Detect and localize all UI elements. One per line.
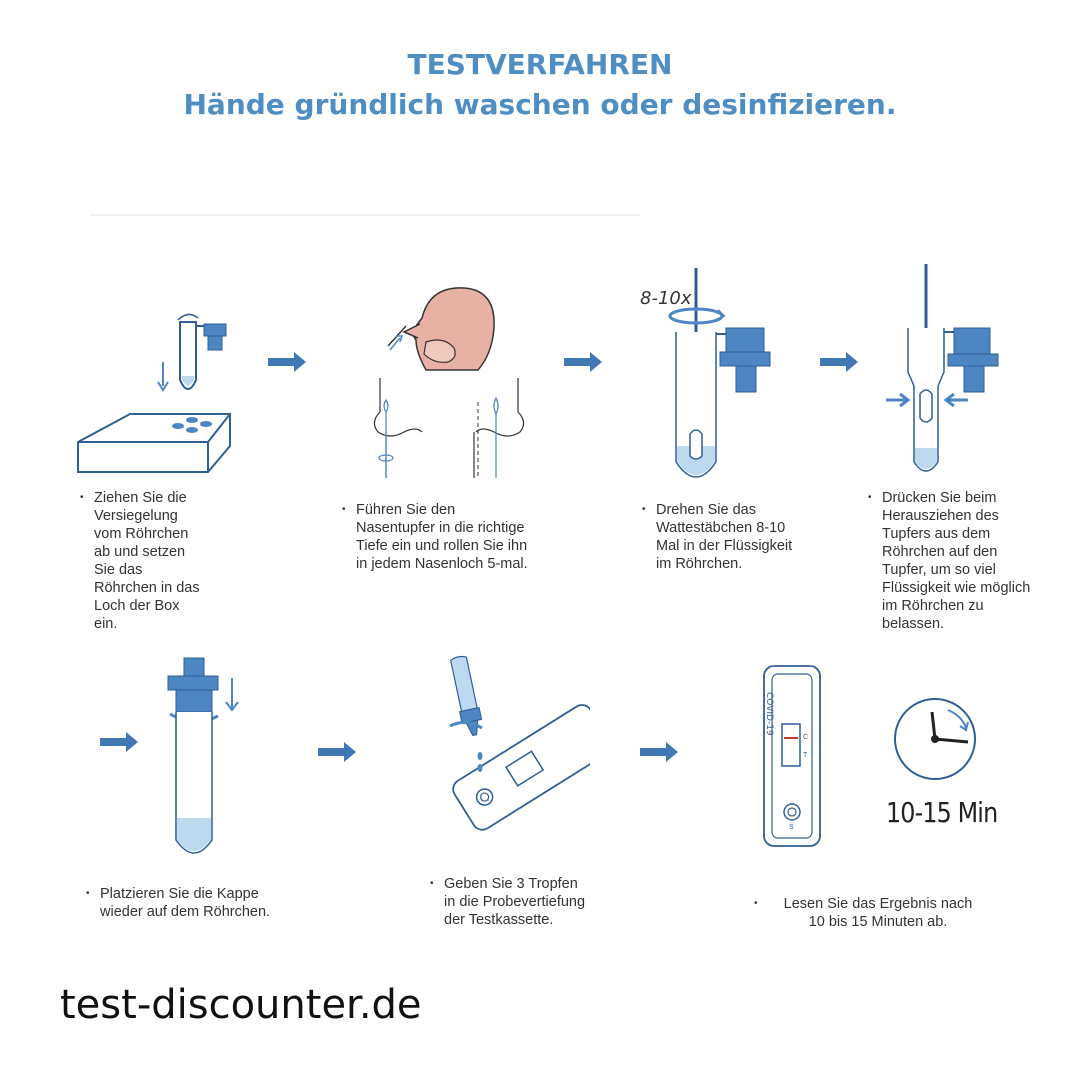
swirl-count-label: 8-10x (640, 288, 692, 309)
cassette-t-label: T (803, 752, 808, 759)
cassette-s-label: S (789, 824, 794, 831)
step-2-text: • Führen Sie den Nasentupfer in die richtige Tiefe ein und rollen Sie ihn in jedem Nasenloch 5-mal. (342, 502, 528, 572)
timer-label: 10-15 Min (886, 796, 998, 829)
clock-icon (892, 696, 978, 782)
step2-illustration (360, 282, 540, 492)
step-7-text: • Lesen Sie das Ergebnis nach 10 bis 15 Minuten ab. (754, 896, 973, 930)
cassette-c-label: C (803, 734, 809, 741)
step-3-text: • Drehen Sie das Wattestäbchen 8-10 Mal in der Flüssigkeit im Röhrchen. (642, 502, 793, 572)
arrow-right-icon (268, 350, 308, 374)
step-6-text: • Geben Sie 3 Tropfen in die Probevertiefung der Testkassette. (430, 876, 586, 928)
arrow-right-icon (100, 730, 140, 754)
step-5-text: • Platzieren Sie die Kappe wieder auf dem Röhrchen. (86, 886, 271, 920)
page-subtitle: Hände gründlich waschen oder desinfizieren. (183, 88, 897, 121)
step6-illustration (440, 654, 590, 834)
brand-footer: test-discounter.de (60, 982, 422, 1028)
arrow-right-icon (318, 740, 358, 764)
arrow-right-icon (640, 740, 680, 764)
step-1-text: • Ziehen Sie die Versiegelung vom Röhrchen ab und setzen Sie das Röhrchen in das Loch der Box ein. (80, 490, 200, 632)
cassette-name-label: COVID-19 (764, 692, 774, 736)
step-4-text: • Drücken Sie beim Herausziehen des Tupfers aus dem Röhrchen auf den Tupfer, um so viel Flüssigkeit wie möglich im Röhrchen zu belassen. (868, 490, 1031, 632)
step4-illustration (880, 262, 1010, 476)
page-title: TESTVERFAHREN (407, 48, 673, 81)
arrow-right-icon (564, 350, 604, 374)
step5-illustration (160, 654, 250, 860)
arrow-right-icon (820, 350, 860, 374)
step1-illustration (70, 300, 240, 480)
divider (90, 214, 640, 216)
